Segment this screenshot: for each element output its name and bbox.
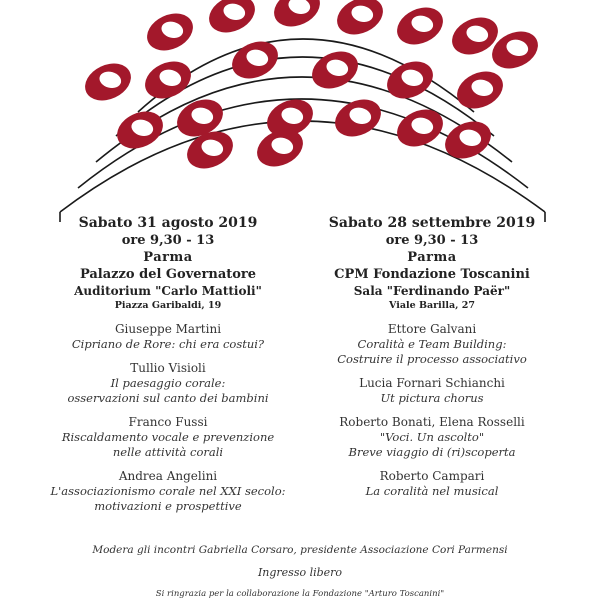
notes-group — [79, 0, 544, 176]
talk-list — [297, 321, 567, 499]
talk-item — [33, 360, 303, 406]
note-head — [203, 0, 261, 40]
note-head — [381, 54, 439, 105]
talk-speaker: Franco Fussi — [128, 415, 208, 429]
event-time: ore 9,30 - 13 — [121, 233, 215, 248]
talk-title: motivazioni e prospettive — [94, 499, 242, 513]
note-head — [439, 114, 497, 165]
note-head — [329, 92, 387, 143]
talk-title: "Voci. Un ascolto" — [379, 430, 485, 444]
talk-title: La coralità nel musical — [365, 484, 499, 498]
talk-item — [33, 414, 303, 460]
talk-item — [297, 375, 567, 406]
talk-list — [33, 321, 303, 514]
note-head — [268, 0, 326, 34]
talk-title: Costruire il processo associativo — [337, 352, 527, 366]
event-right — [297, 214, 567, 507]
thanks-note: Si ringrazia per la collaborazione la Fondazione "Arturo Toscanini" — [155, 589, 445, 599]
talk-title: Riscaldamento vocale e prevenzione — [61, 430, 275, 444]
talk-title: L'associazionismo corale nel XXI secolo: — [50, 484, 286, 498]
talk-speaker: Ettore Galvani — [387, 322, 477, 336]
event-room: Auditorium "Carlo Mattioli" — [74, 284, 262, 298]
event-time: ore 9,30 - 13 — [385, 233, 479, 248]
event-left — [33, 214, 303, 522]
talk-title: Cipriano de Rore: chi era costui? — [71, 337, 265, 351]
talk-item — [297, 321, 567, 367]
talk-item — [297, 414, 567, 460]
event-room: Sala "Ferdinando Paër" — [353, 284, 511, 298]
event-city: Parma — [143, 250, 193, 265]
event-address: Piazza Garibaldi, 19 — [114, 300, 222, 311]
note-head — [391, 0, 449, 51]
moderator-note: Modera gli incontri Gabriella Corsaro, presidente Associazione Cori Parmensi — [92, 544, 508, 556]
talk-speaker: Roberto Campari — [379, 469, 485, 483]
talk-title: Coralità e Team Building: — [357, 337, 507, 351]
talk-title: Il paesaggio corale: — [110, 376, 226, 390]
note-head — [79, 56, 137, 107]
note-head — [451, 64, 509, 115]
talk-item — [33, 321, 303, 352]
talk-title: osservazioni sul canto dei bambini — [67, 391, 269, 405]
note-head — [391, 102, 449, 153]
talk-item — [297, 468, 567, 499]
talk-speaker: Lucia Fornari Schianchi — [359, 376, 505, 390]
event-venue: CPM Fondazione Toscanini — [334, 267, 530, 282]
talk-title: Ut pictura chorus — [380, 391, 484, 405]
talk-speaker: Roberto Bonati, Elena Rosselli — [339, 415, 525, 429]
music-notes-icon — [0, 0, 600, 230]
note-head — [111, 104, 169, 155]
talk-title: nelle attività corali — [112, 445, 224, 459]
note-head — [331, 0, 389, 42]
talk-speaker: Giuseppe Martini — [114, 322, 222, 336]
event-venue: Palazzo del Governatore — [79, 267, 257, 282]
event-city: Parma — [407, 250, 457, 265]
talk-item — [33, 468, 303, 514]
note-head — [306, 44, 364, 95]
entry-note: Ingresso libero — [257, 566, 343, 579]
event-address: Viale Barilla, 27 — [389, 300, 475, 311]
note-head — [141, 6, 199, 57]
event-date: Sabato 31 agosto 2019 — [78, 215, 258, 231]
event-date: Sabato 28 settembre 2019 — [328, 215, 536, 231]
talk-title: Breve viaggio di (ri)scoperta — [348, 445, 516, 459]
talk-speaker: Andrea Angelini — [118, 469, 218, 483]
talk-speaker: Tullio Visioli — [130, 361, 206, 375]
